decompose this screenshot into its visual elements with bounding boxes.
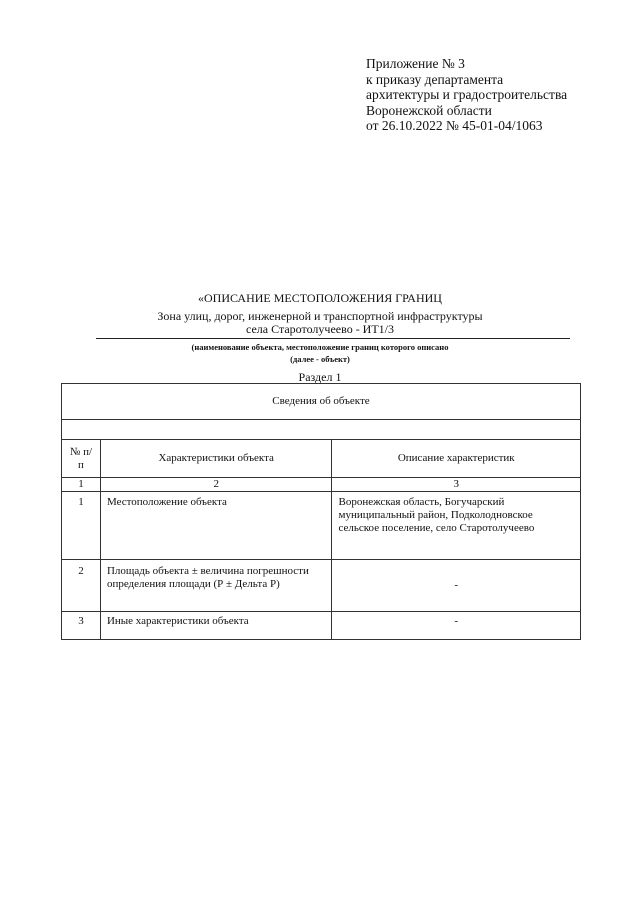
appendix-line: Приложение № 3 xyxy=(366,56,465,71)
table-heading-row xyxy=(62,384,581,420)
appendix-line: Воронежской области xyxy=(366,102,492,118)
row-characteristic: Иные характеристики объекта xyxy=(100,612,332,640)
name-underline xyxy=(96,338,570,339)
document-title: «ОПИСАНИЕ МЕСТОПОЛОЖЕНИЯ ГРАНИЦ xyxy=(198,291,442,305)
table-empty-cell xyxy=(62,420,581,440)
object-name-line: Зона улиц, дорог, инженерной и транспортной инфраструктуры xyxy=(157,309,483,323)
object-caption xyxy=(60,341,580,365)
section-title: Раздел 1 xyxy=(298,370,342,384)
object-name-line: села Старотолучеево - ИТ1/3 xyxy=(245,322,395,336)
row-number: 1 xyxy=(62,492,101,560)
caption-line: (далее - объект) xyxy=(290,354,350,364)
column-number: 1 xyxy=(62,478,101,492)
row-number: 2 xyxy=(62,560,101,612)
column-number: 3 xyxy=(332,478,581,492)
table-row xyxy=(62,612,581,640)
column-header-num: № п/п xyxy=(62,440,101,478)
row-number: 3 xyxy=(62,612,101,640)
column-number: 2 xyxy=(100,478,332,492)
row-description: - xyxy=(332,560,581,612)
table-column-numbers-row xyxy=(62,478,581,492)
appendix-line: к приказу департамента xyxy=(366,71,504,87)
row-characteristic: Местоположение объекта xyxy=(100,492,332,560)
row-description: - xyxy=(332,612,581,640)
caption-line: (наименование объекта, местоположение границ которого описано xyxy=(191,342,449,352)
row-description: Воронежская область, Богучарский муниципальный район, Подколодновское сельское поселение, село Старотолучеево xyxy=(332,492,581,560)
table-header-row xyxy=(62,440,581,478)
object-name xyxy=(60,310,580,336)
appendix-line: архитектуры и градостроительства xyxy=(366,87,568,102)
column-header-characteristic: Характеристики объекта xyxy=(100,440,332,478)
table-heading: Сведения об объекте xyxy=(62,384,581,420)
table-row xyxy=(62,560,581,612)
appendix-block xyxy=(366,56,567,134)
table-empty-row xyxy=(62,420,581,440)
column-header-description: Описание характеристик xyxy=(332,440,581,478)
row-characteristic: Площадь объекта ± величина погрешности определения площади (Р ± Дельта Р) xyxy=(100,560,332,612)
table-row xyxy=(62,492,581,560)
appendix-line: от 26.10.2022 № 45-01-04/1063 xyxy=(366,118,543,133)
object-info-table xyxy=(61,383,581,640)
